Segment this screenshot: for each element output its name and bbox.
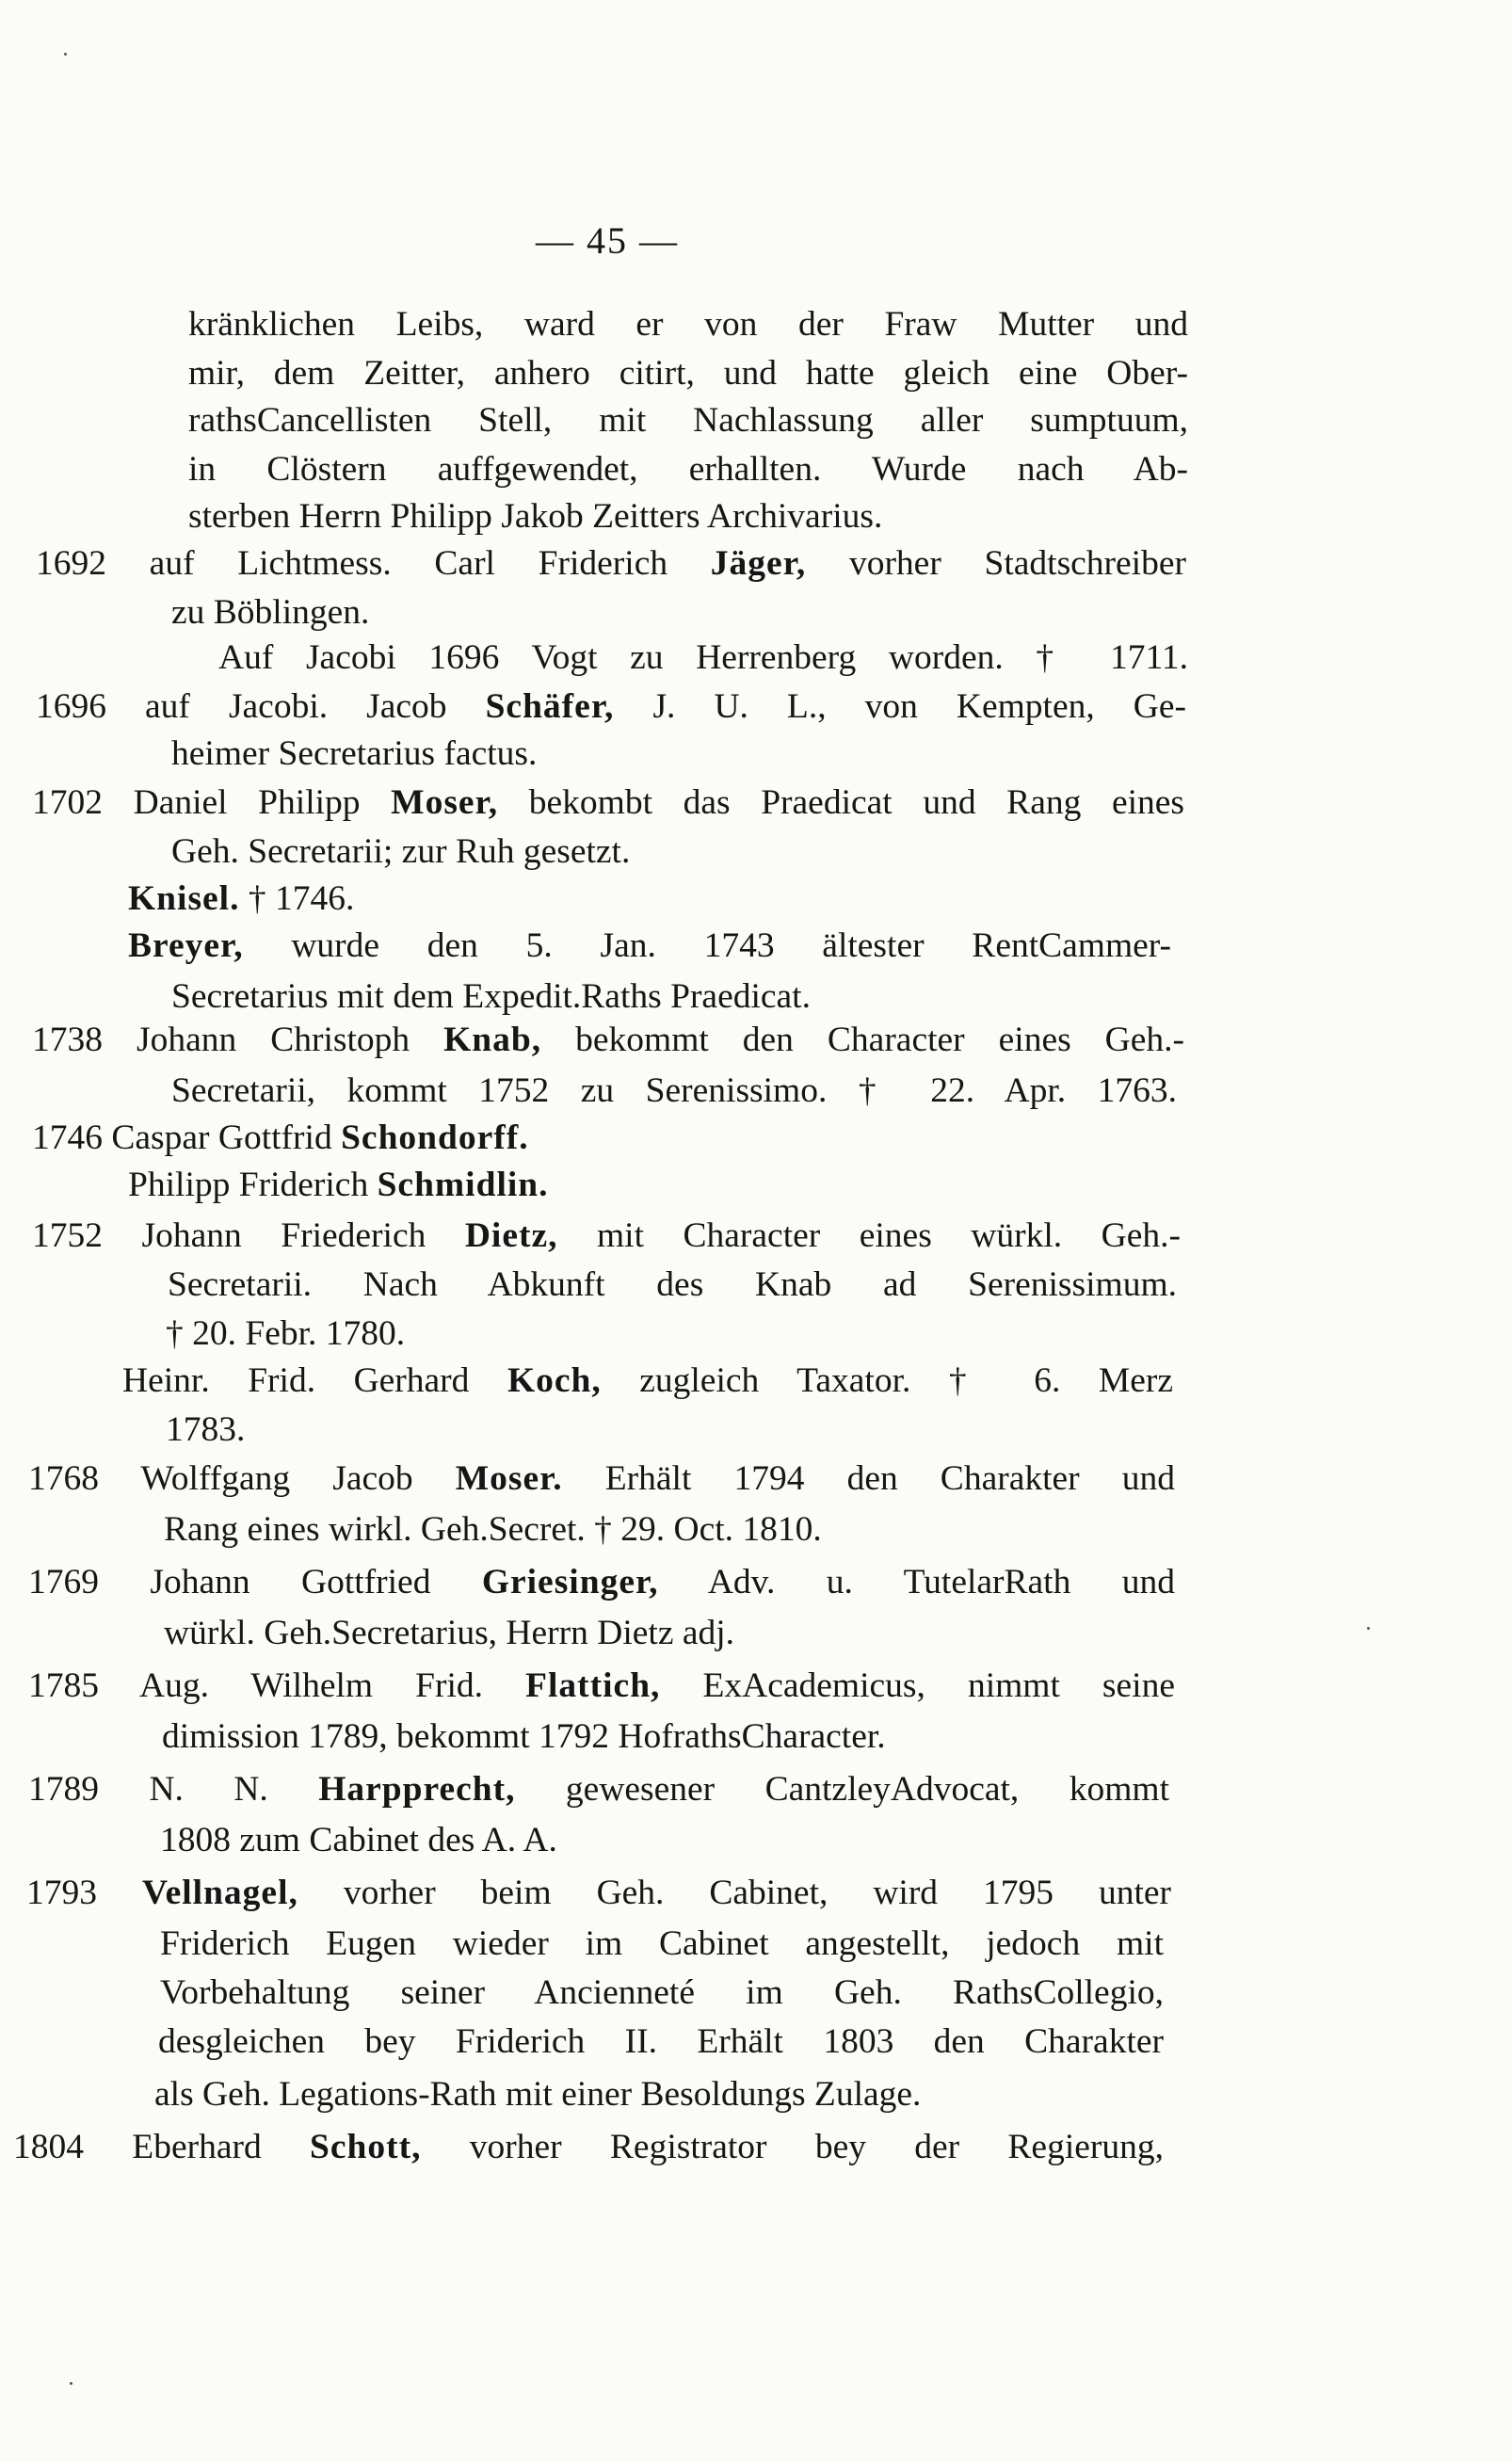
line-text-before: 1702 Daniel Philipp (32, 783, 392, 822)
line-text-after: zugleich Taxator. † 6. Merz (601, 1361, 1173, 1400)
text-line: heimer Secretarius factus. (171, 734, 538, 773)
line-text-before: 1785 Aug. Wilhelm Frid. (28, 1666, 526, 1705)
person-surname: Koch, (507, 1361, 602, 1400)
text-line (32, 1022, 1184, 1058)
person-surname: Moser. (455, 1459, 563, 1498)
text-line: Vorbehaltung seiner Ancienneté im Geh. RathsCollegio, (160, 1973, 1164, 2012)
text-line: 1808 zum Cabinet des A. A. (160, 1821, 557, 1859)
page-number: — 45 — (536, 219, 679, 262)
person-surname: Schäfer, (485, 687, 615, 726)
text-line (128, 881, 354, 917)
line-text-after: Adv. u. TutelarRath und (658, 1563, 1175, 1601)
text-line: als Geh. Legations-Rath mit einer Besoldungs Zulage. (154, 2075, 922, 2114)
line-text-before: 1692 auf Lichtmess. Carl Friderich (36, 544, 711, 583)
line-text-before: 1804 Eberhard (13, 2128, 310, 2166)
person-surname: Knab, (443, 1021, 542, 1059)
line-text-after: J. U. L., von Kempten, Ge- (614, 687, 1186, 726)
person-surname: Vellnagel, (141, 1874, 298, 1912)
person-surname: Knisel. (128, 879, 240, 918)
text-line: Secretarii, kommt 1752 zu Serenissimo. † 22. Apr. 1763. (171, 1071, 1177, 1110)
line-text-before: Heinr. Frid. Gerhard (122, 1361, 507, 1400)
text-line (28, 1668, 1175, 1704)
text-line (28, 1565, 1175, 1601)
text-line: sterben Herrn Philipp Jakob Zeitters Archivarius. (188, 497, 883, 536)
line-text-before: 1769 Johann Gottfried (28, 1563, 482, 1601)
text-line: rathsCancellisten Stell, mit Nachlassung aller sumptuum, (188, 401, 1188, 440)
line-text-before: 1752 Johann Friederich (32, 1216, 465, 1255)
text-line: 1783. (166, 1410, 246, 1449)
line-text-before: Philipp Friderich (128, 1166, 378, 1204)
line-text-after: vorher Stadtschreiber (806, 544, 1186, 583)
text-line: Secretarius mit dem Expedit.Raths Praedicat. (171, 977, 811, 1016)
line-text-before: 1768 Wolffgang Jacob (28, 1459, 456, 1498)
text-line: desgleichen bey Friderich II. Erhält 1803 den Charakter (158, 2022, 1164, 2061)
text-line (13, 2130, 1164, 2165)
text-line (28, 1461, 1175, 1497)
text-line (32, 785, 1184, 821)
line-text-after: gewesener CantzleyAdvocat, kommt (515, 1770, 1169, 1809)
text-line: Auf Jacobi 1696 Vogt zu Herrenberg worden. † 1711. (218, 638, 1188, 677)
line-text-before: 1789 N. N. (28, 1770, 319, 1809)
text-line (28, 1772, 1169, 1808)
person-surname: Dietz, (464, 1216, 558, 1255)
person-surname: Flattich, (525, 1666, 661, 1705)
line-text-after: vorher Registrator bey der Regierung, (421, 2128, 1165, 2166)
speck (64, 53, 67, 56)
text-line: Rang eines wirkl. Geh.Secret. † 29. Oct. 1810. (164, 1510, 822, 1549)
line-text-before: 1793 (26, 1874, 142, 1912)
line-text-after: bekombt das Praedicat und Rang eines (498, 783, 1185, 822)
line-text-before: 1696 auf Jacobi. Jacob (36, 687, 486, 726)
line-text-before: 1746 Caspar Gottfrid (32, 1118, 342, 1157)
text-line: Friderich Eugen wieder im Cabinet angestellt, jedoch mit (160, 1924, 1164, 1963)
text-line (128, 928, 1171, 964)
person-surname: Schondorff. (341, 1118, 529, 1157)
person-surname: Breyer, (128, 926, 244, 965)
person-surname: Griesinger, (481, 1563, 659, 1601)
text-line (36, 689, 1186, 725)
text-line: kränklichen Leibs, ward er von der Fraw Mutter und (188, 305, 1188, 344)
line-text-after: Erhält 1794 den Charakter und (562, 1459, 1175, 1498)
line-text-after: vorher beim Geh. Cabinet, wird 1795 unter (298, 1874, 1171, 1912)
text-line (36, 546, 1186, 582)
line-text-after: bekommt den Character eines Geh.- (541, 1021, 1185, 1059)
person-surname: Harpprecht, (318, 1770, 516, 1809)
person-surname: Moser, (391, 783, 499, 822)
person-surname: Schmidlin. (377, 1166, 549, 1204)
text-line (32, 1218, 1181, 1254)
text-line (32, 1120, 529, 1156)
line-text-after: mit Character eines würkl. Geh.- (557, 1216, 1181, 1255)
line-text-after: wurde den 5. Jan. 1743 ältester RentCammer- (243, 926, 1171, 965)
text-line (128, 1167, 549, 1203)
text-line: Geh. Secretarii; zur Ruh gesetzt. (171, 832, 631, 871)
text-line: dimission 1789, bekommt 1792 HofrathsCharacter. (162, 1717, 886, 1756)
text-line (122, 1363, 1173, 1399)
speck (1367, 1627, 1370, 1630)
text-line: mir, dem Zeitter, anhero citirt, und hatte gleich eine Ober- (188, 354, 1188, 393)
text-line (26, 1875, 1171, 1911)
line-text-after: ExAcademicus, nimmt seine (660, 1666, 1175, 1705)
text-line: in Clöstern auffgewendet, erhallten. Wurde nach Ab- (188, 450, 1188, 489)
line-text-after: † 1746. (239, 879, 355, 918)
line-text-before: 1738 Johann Christoph (32, 1021, 444, 1059)
speck (70, 2382, 72, 2385)
text-line: zu Böblingen. (171, 593, 370, 632)
text-line: würkl. Geh.Secretarius, Herrn Dietz adj. (164, 1614, 735, 1652)
text-line: Secretarii. Nach Abkunft des Knab ad Serenissimum. (168, 1265, 1177, 1304)
person-surname: Jäger, (710, 544, 807, 583)
text-line: † 20. Febr. 1780. (166, 1314, 406, 1353)
person-surname: Schott, (310, 2128, 422, 2166)
